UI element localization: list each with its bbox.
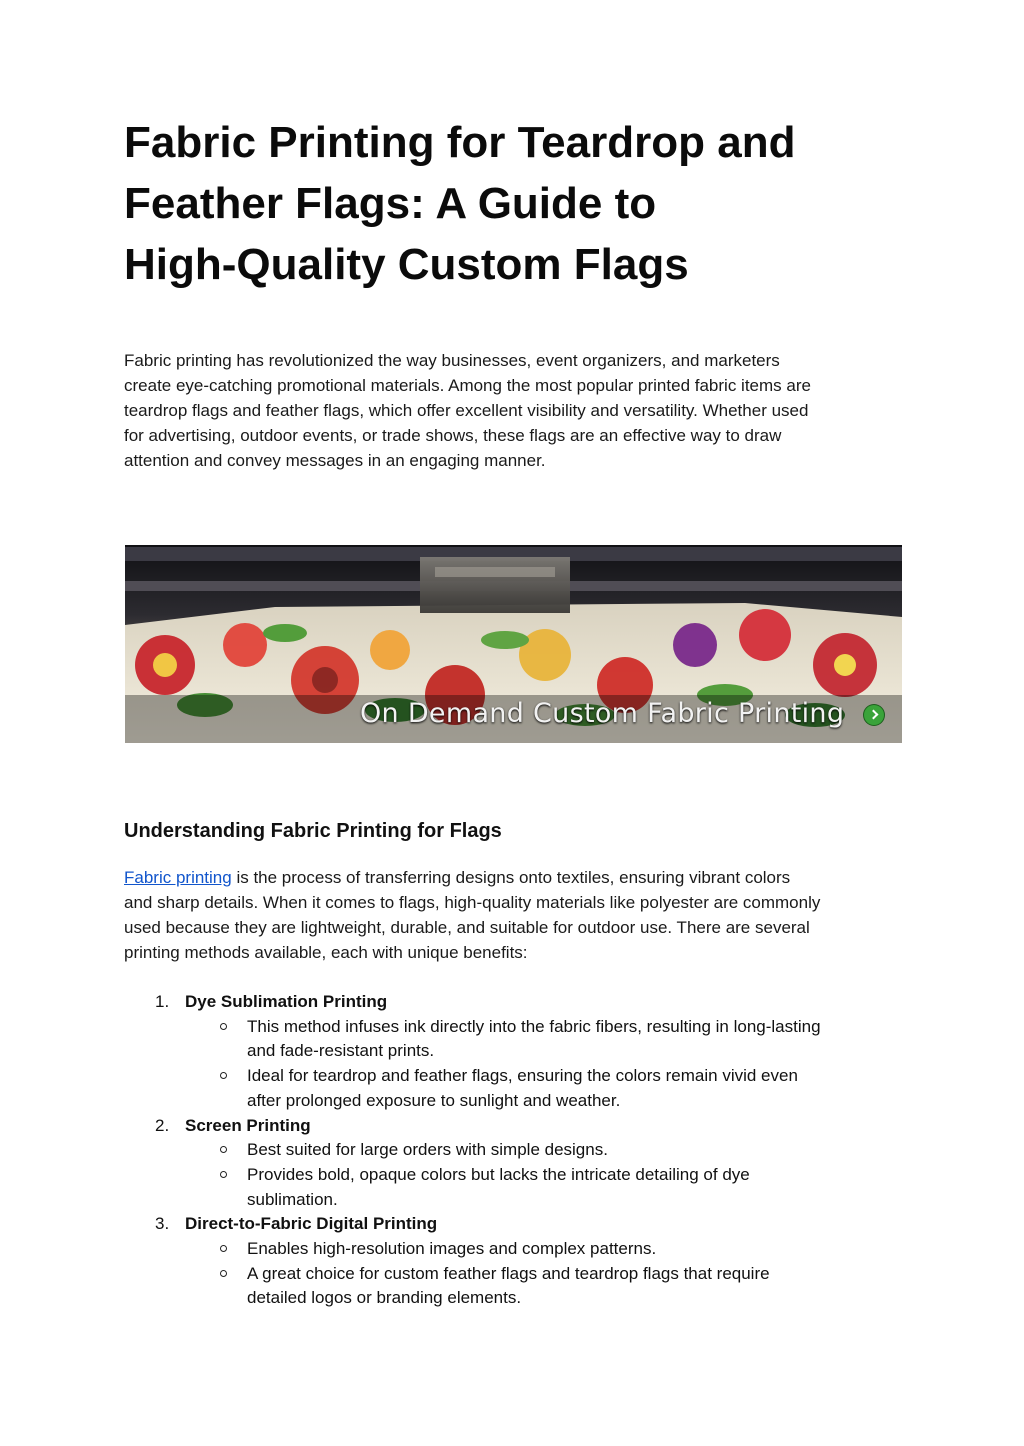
intro-line: attention and convey messages in an engaging manner. [124, 451, 546, 470]
title-line: High-Quality Custom Flags [124, 240, 689, 289]
sub-point-line: detailed logos or branding elements. [247, 1288, 522, 1308]
intro-line: for advertising, outdoor events, or trade shows, these flags are an effective way to draw [124, 426, 782, 445]
section-line: used because they are lightweight, durable, and suitable for outdoor use. There are several [124, 918, 810, 937]
list-number: 2. [155, 1115, 170, 1135]
section-paragraph [124, 865, 904, 965]
hollow-bullet-icon [220, 1171, 227, 1178]
intro-line: create eye-catching promotional materials. Among the most popular printed fabric items are [124, 376, 811, 395]
intro-line: Fabric printing has revolutionized the way businesses, event organizers, and marketers [124, 351, 780, 370]
hero-caption: On Demand Custom Fabric Printing [360, 698, 845, 729]
sub-list-item [124, 1237, 924, 1262]
hollow-bullet-icon [220, 1245, 227, 1252]
method-title: Direct-to-Fabric Digital Printing [185, 1214, 438, 1234]
sub-point-line: This method infuses ink directly into the fabric fibers, resulting in long-lasting [247, 1016, 821, 1036]
list-number: 3. [155, 1214, 170, 1234]
hollow-bullet-icon [220, 1072, 227, 1079]
hollow-bullet-icon [220, 1023, 227, 1030]
sub-point-line: Ideal for teardrop and feather flags, ensuring the colors remain vivid even [247, 1066, 798, 1086]
sub-point-line: and fade-resistant prints. [247, 1041, 435, 1061]
sub-list-item [124, 1064, 924, 1113]
sub-point-line: Enables high-resolution images and complex patterns. [247, 1239, 657, 1259]
printing-methods-list [124, 990, 924, 1311]
section-line: printing methods available, each with unique benefits: [124, 943, 528, 962]
method-title: Dye Sublimation Printing [185, 992, 388, 1011]
method-title: Screen Printing [185, 1115, 311, 1135]
chevron-right-circle-icon[interactable] [864, 705, 884, 725]
section-heading: Understanding Fabric Printing for Flags [124, 820, 502, 842]
sub-point-line: Provides bold, opaque colors but lacks the intricate detailing of dye [247, 1164, 750, 1184]
fabric-printing-link[interactable]: Fabric printing [124, 868, 232, 887]
intro-line: teardrop flags and feather flags, which offer excellent visibility and versatility. Whether used [124, 401, 809, 420]
intro-paragraph [124, 348, 904, 473]
page-title [124, 112, 884, 295]
list-item [124, 1212, 924, 1237]
hollow-bullet-icon [220, 1146, 227, 1153]
section-line-text: is the process of transferring designs onto textiles, ensuring vibrant colors [231, 868, 791, 887]
title-line: Feather Flags: A Guide to [124, 179, 657, 228]
list-number: 1. [155, 992, 170, 1011]
list-item [124, 990, 924, 1015]
sub-point-line: sublimation. [247, 1189, 338, 1209]
hollow-bullet-icon [220, 1270, 227, 1277]
section-line: and sharp details. When it comes to flags, high-quality materials like polyester are commonly [124, 893, 821, 912]
sub-point-line: A great choice for custom feather flags and teardrop flags that require [247, 1263, 770, 1283]
sub-list-item [124, 1015, 924, 1064]
hero-banner-image [125, 545, 902, 743]
sub-list-item [124, 1163, 924, 1212]
sub-point-line: Best suited for large orders with simple designs. [247, 1140, 608, 1160]
sub-list-item [124, 1262, 924, 1311]
section-line [124, 865, 904, 890]
sub-point-line: after prolonged exposure to sunlight and weather. [247, 1090, 621, 1110]
sub-list-item [124, 1138, 924, 1163]
list-item [124, 1114, 924, 1139]
title-line: Fabric Printing for Teardrop and [124, 118, 796, 167]
